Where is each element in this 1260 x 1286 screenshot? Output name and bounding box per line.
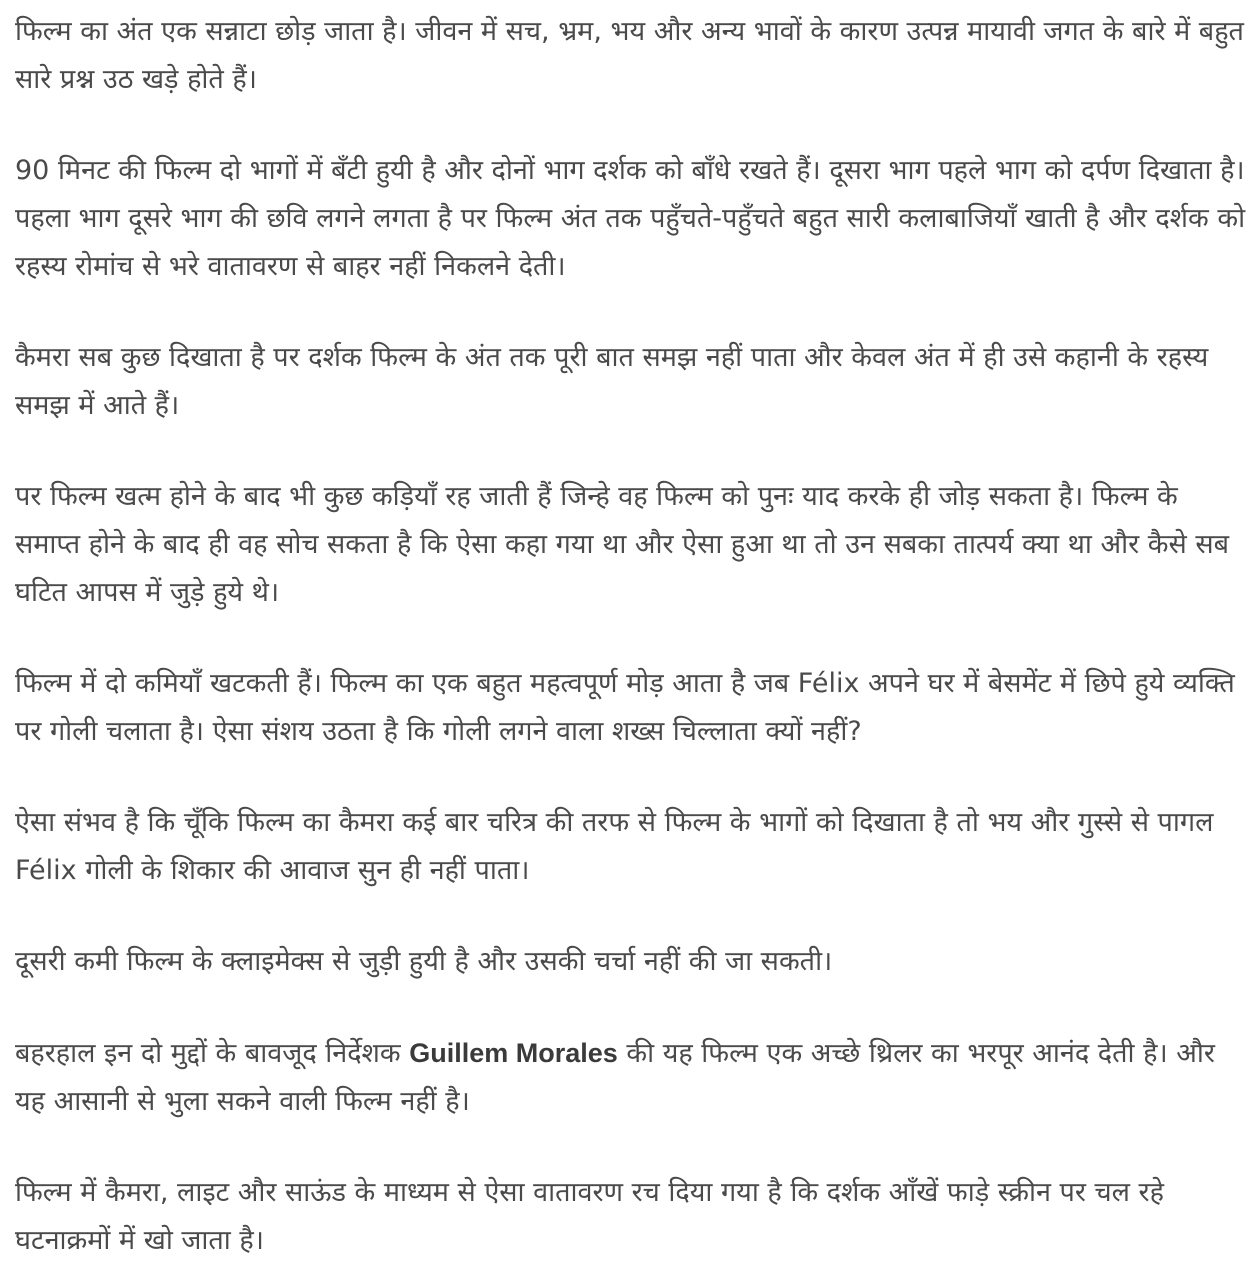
paragraph-missing-links: पर फिल्म खत्म होने के बाद भी कुछ कड़ियाँ रह जाती हैं जिन्हे वह फिल्म को पुनः याद करके ही जोड़ सकता है। फिल्म के समाप्त होने के बाद ही वह सोच सकता है कि ऐसा कहा गया था और ऐसा हुआ था तो उन सबका तात्पर्य क्या था और कैसे सब घटित आपस में जुड़े हुये थे। bbox=[15, 481, 1229, 608]
verdict-text-end: की यह फिल्म एक अच्छे थ्रिलर का भरपूर आनंद देती है। और यह आसानी से भुला सकने वाली फिल्म नहीं है। bbox=[15, 1038, 1215, 1117]
paragraph-second-flaw: दूसरी कमी फिल्म के क्लाइमेक्स से जुड़ी हुयी है और उसकी चर्चा नहीं की जा सकती। bbox=[15, 946, 833, 977]
paragraph-possible-explanation: ऐसा संभव है कि चूँकि फिल्म का कैमरा कई बार चरित्र की तरफ से फिल्म के भागों को दिखाता है तो भय और गुस्से से पागल Félix गोली के शिकार की आवाज सुन ही नहीं पाता। bbox=[15, 807, 1214, 886]
paragraph-two-flaws: फिल्म में दो कमियाँ खटकती हैं। फिल्म का एक बहुत महत्वपूर्ण मोड़ आता है जब Félix अपने घर में बेसमेंट में छिपे हुये व्यक्ति पर गोली चलाता है। ऐसा संशय उठता है कि गोली लगने वाला शख्स चिल्लाता क्यों नहीं? bbox=[15, 668, 1235, 747]
paragraph-two-parts: 90 मिनट की फिल्म दो भागों में बँटी हुयी है और दोनों भाग दर्शक को बाँधे रखते हैं। दूसरा भाग पहले भाग को दर्पण दिखाता है। पहला भाग दूसरे भाग की छवि लगने लगता है पर फिल्म अंत तक पहुँचते-पहुँचते बहुत सारी कलाबाजियाँ खाती है और दर्शक को रहस्य रोमांच से भरे वातावरण से बाहर नहीं निकलने देती। bbox=[15, 155, 1246, 282]
paragraph-director-verdict bbox=[15, 1029, 1247, 1126]
paragraph-atmosphere: फिल्म में कैमरा, लाइट और साऊंड के माध्यम से ऐसा वातावरण रच दिया गया है कि दर्शक आँखें फाड़े स्क्रीन पर चल रहे घटनाक्रमों में खो जाता है। bbox=[15, 1177, 1164, 1256]
article-body bbox=[15, 8, 1247, 1265]
paragraph-ending-silence: फिल्म का अंत एक सन्नाटा छोड़ जाता है। जीवन में सच, भ्रम, भय और अन्य भावों के कारण उत्पन्न मायावी जगत के बारे में बहुत सारे प्रश्न उठ खड़े होते हैं। bbox=[15, 16, 1244, 95]
verdict-text-start: बहरहाल इन दो मुद्दों के बावजूद निर्देशक bbox=[15, 1038, 410, 1069]
director-name: Guillem Morales bbox=[409, 1038, 618, 1068]
paragraph-camera-shows: कैमरा सब कुछ दिखाता है पर दर्शक फिल्म के अंत तक पूरी बात समझ नहीं पाता और केवल अंत में ही उसे कहानी के रहस्य समझ में आते हैं। bbox=[15, 342, 1209, 421]
